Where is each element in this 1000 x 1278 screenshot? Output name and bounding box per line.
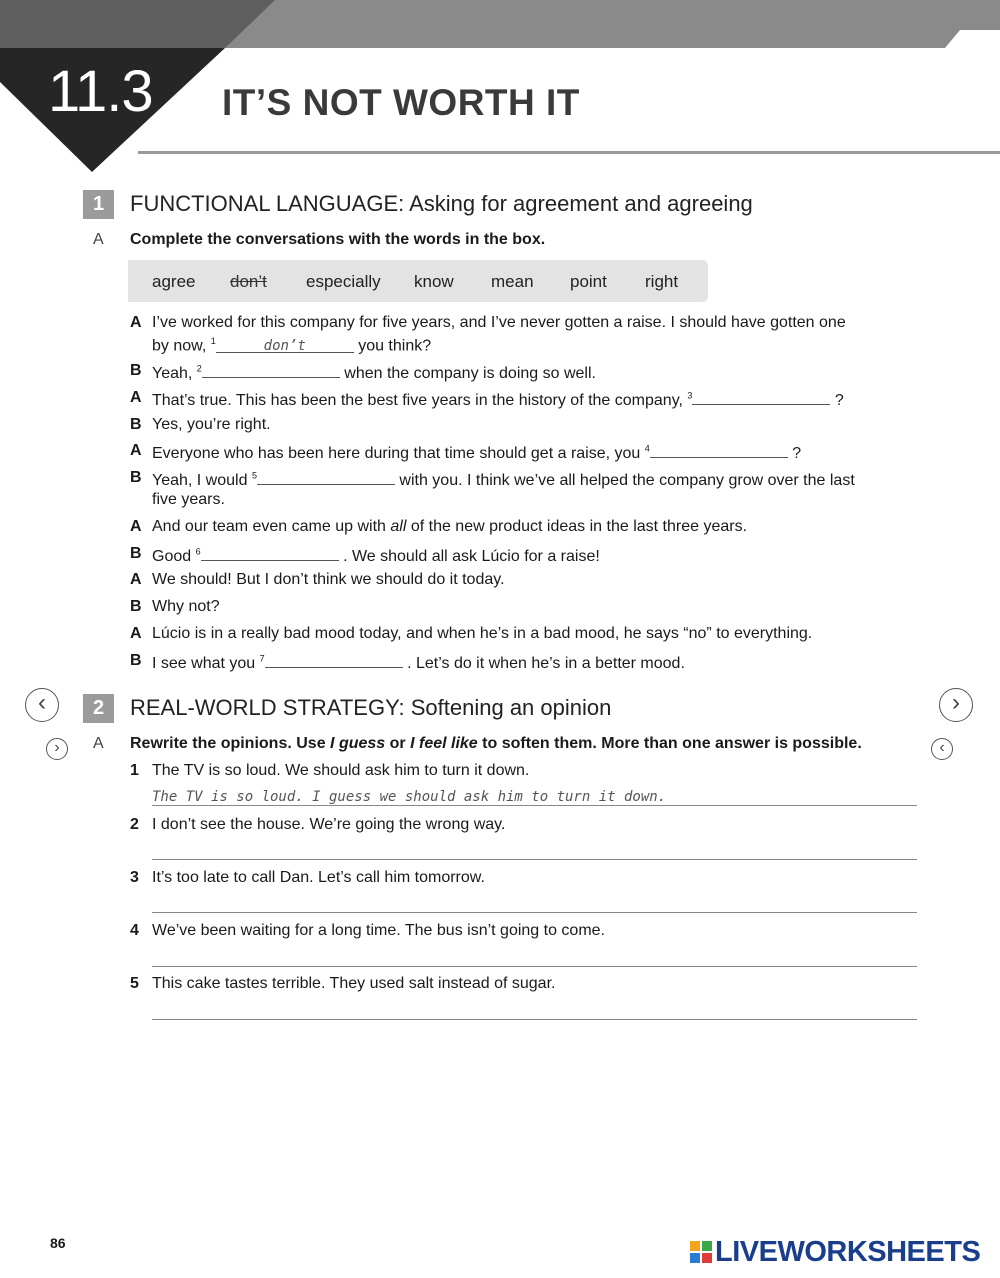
small-next-button[interactable] [46,738,68,760]
liveworksheets-logo[interactable] [690,1236,980,1269]
instruction-phrase: I feel like [410,735,478,752]
dialogue-line [152,518,747,536]
item-number: 1 [130,762,139,779]
section-number-1: 1 [83,190,114,219]
blank-number: 2 [196,363,202,374]
speaker-label: B [130,469,142,486]
page-number: 86 [50,1235,66,1251]
answer-line-4[interactable] [152,966,917,967]
answer-blank-5[interactable] [257,469,395,485]
logo-mark-icon [690,1241,712,1263]
answer-blank-1[interactable] [216,337,354,353]
next-page-button[interactable] [939,688,973,722]
speaker-label: B [130,416,142,433]
item-number: 5 [130,975,139,992]
dialogue-line: Why not? [152,598,220,615]
instruction-phrase: I guess [330,735,386,752]
dialogue-text: ? [792,445,802,462]
dialogue-text: you think? [358,337,432,355]
speaker-label: B [130,598,142,615]
lesson-title: IT’S NOT WORTH IT [222,82,580,123]
speaker-label: B [130,545,142,562]
answer-line-5[interactable] [152,1019,917,1020]
dialogue-line: I’ve worked for this company for five years, and I’ve never gotten a raise. I should have gotten one [152,314,846,331]
blank-number: 6 [195,546,201,557]
dialogue-text: Yeah, [152,365,193,382]
blank-number: 7 [259,653,265,664]
dialogue-line [152,336,431,355]
word-box-item: especially [306,272,381,291]
item-number: 4 [130,922,139,939]
dialogue-line: Yes, you’re right. [152,416,271,433]
chevron-left-icon: ‹ [939,739,945,756]
word-box-item: know [414,272,454,291]
dialogue-text: of the new product ideas in the last three years. [410,518,748,535]
answer-line-1[interactable] [152,805,917,806]
speaker-label: A [130,571,142,588]
blank-number: 5 [251,470,257,481]
instruction-1: Complete the conversations with the words in the box. [130,231,546,248]
word-box-item: agree [152,272,196,291]
dialogue-line [152,389,844,410]
answer-line-3[interactable] [152,912,917,913]
answer-blank-4[interactable] [650,442,788,458]
item-number: 3 [130,869,139,886]
section-title-1: FUNCTIONAL LANGUAGE: Asking for agreement and agreeing [130,191,753,216]
chevron-left-icon: ‹ [38,689,46,716]
chevron-right-icon: › [54,739,60,756]
dialogue-line [152,362,596,383]
blank-number: 4 [644,443,650,454]
dialogue-emphasis: all [390,518,407,535]
answer-blank-6[interactable] [201,545,339,561]
part-letter: A [93,231,104,248]
instruction-text: Rewrite the opinions. Use [130,735,326,752]
filled-answer: don’t [263,338,306,355]
dialogue-line [152,442,801,463]
instruction-text: to soften them. More than one answer is possible. [482,735,862,752]
blank-number: 1 [210,336,216,346]
item-text: This cake tastes terrible. They used salt instead of sugar. [152,975,556,992]
chevron-right-icon: › [952,689,960,716]
part-letter: A [93,735,104,752]
speaker-label: B [130,652,142,669]
dialogue-text: ? [834,392,844,409]
dialogue-line: We should! But I don’t think we should do it today. [152,571,505,588]
title-rule [138,151,1000,154]
dialogue-text: by now, [152,337,207,355]
speaker-label: A [130,518,142,535]
instruction-text: or [389,735,406,752]
dialogue-text: when the company is doing so well. [344,365,596,382]
dialogue-line: five years. [152,491,225,508]
example-answer: The TV is so loud. I guess we should ask him to turn it down. [152,789,667,805]
dialogue-line [152,545,600,566]
item-text: The TV is so loud. We should ask him to turn it down. [152,762,530,779]
word-box-item: right [645,272,679,291]
section-number-2: 2 [83,694,114,723]
unit-number: 11.3 [48,59,153,124]
dialogue-text: . We should all ask Lúcio for a raise! [343,548,600,565]
dialogue-text: . Let’s do it when he’s in a better mood. [407,655,685,672]
dialogue-text: That’s true. This has been the best five years in the history of the company, [152,392,683,409]
dialogue-line [152,469,855,490]
instruction-2 [130,735,862,753]
answer-blank-7[interactable] [265,652,403,668]
dialogue-text: And our team even came up with [152,518,386,535]
dialogue-text: I see what you [152,655,256,672]
item-text: I don’t see the house. We’re going the wrong way. [152,816,506,833]
blank-number: 3 [687,390,693,401]
logo-text: LIVEWORKSHEETS [715,1236,981,1268]
speaker-label: A [130,625,142,642]
word-box-item: point [570,272,607,291]
answer-blank-3[interactable] [692,389,830,405]
section-title-2: REAL-WORLD STRATEGY: Softening an opinion [130,695,612,720]
word-box-item: mean [491,272,534,291]
item-text: It’s too late to call Dan. Let’s call him tomorrow. [152,869,485,886]
previous-page-button[interactable] [25,688,59,722]
dialogue-line [152,652,685,673]
item-text: We’ve been waiting for a long time. The bus isn’t going to come. [152,922,605,939]
speaker-label: A [130,389,142,406]
small-prev-button[interactable] [931,738,953,760]
dialogue-text: Good [152,548,192,565]
dialogue-text: with you. I think we’ve all helped the company grow over the last [399,472,855,489]
speaker-label: B [130,362,142,379]
dialogue-line: Lúcio is in a really bad mood today, and when he’s in a bad mood, he says “no” to everything. [152,625,813,642]
answer-line-2[interactable] [152,859,917,860]
item-number: 2 [130,816,139,833]
answer-blank-2[interactable] [202,362,340,378]
dialogue-text: Everyone who has been here during that time should get a raise, you [152,445,641,462]
word-box-item-used: don’t [230,272,267,291]
speaker-label: A [130,314,142,331]
dialogue-text: Yeah, I would [152,472,248,489]
speaker-label: A [130,442,142,459]
